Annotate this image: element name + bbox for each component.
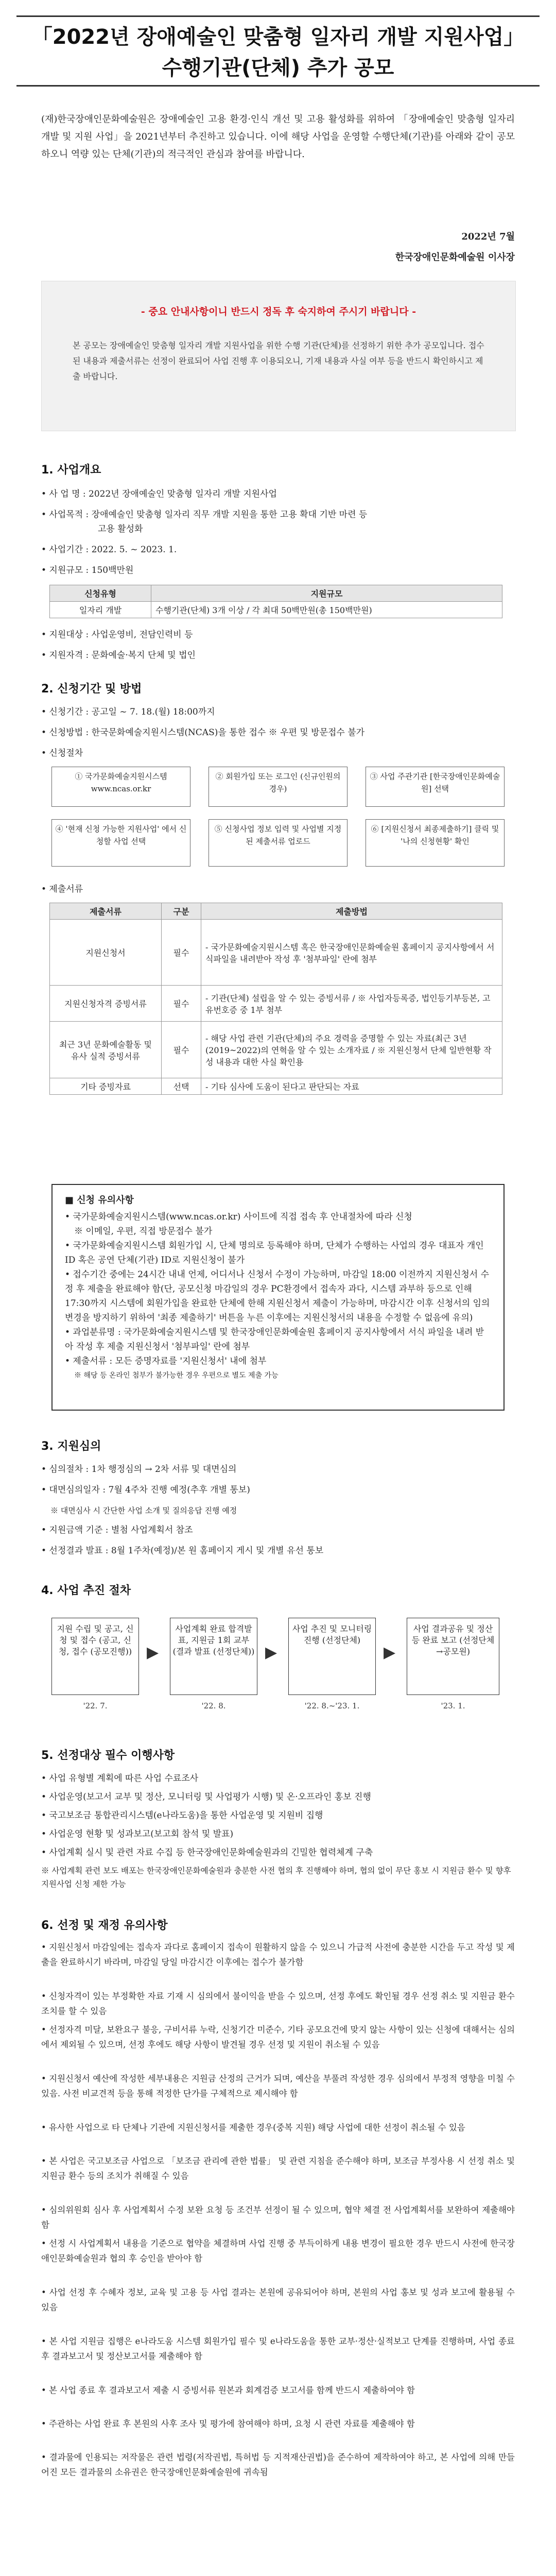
s6-item: • 심의위원회 심사 후 사업계획서 수정 보완 요청 등 조건부 선정이 될 수 있으며, 협약 체결 전 사업계획서를 보완하여 제출해야 함	[41, 2205, 515, 2230]
s6-item: • 본 사업 지원금 집행은 e나라도움 시스템 회원가입 필수 및 e나라도움을 통한 교부·정산·실적보고 단계를 진행하며, 사업 종료 후 결과보고서 및 정산보고서를 제출해야 함	[41, 2336, 515, 2361]
s6-item: • 결과물에 인용되는 저작물은 관련 법령(저작권법, 특허법 등 지적재산권법)을 준수하여 제작하여야 하고, 본 사업에 의해 만들어진 모든 결과물의 소유권은 한국장애인문화예술원에 귀속됨	[41, 2452, 515, 2477]
table-header: 제출서류	[50, 903, 162, 920]
arrow-right-icon: ▶	[384, 1643, 396, 1662]
notice-title: - 중요 안내사항이니 반드시 정독 후 숙지하여 주시기 바랍니다 -	[141, 306, 416, 317]
arrow-right-icon: ▶	[147, 1643, 159, 1662]
issuing-org: 한국장애인문화예술원 이사장	[395, 252, 515, 263]
notice-text: 본 공모는 장애예술인 맞춤형 일자리 개발 지원사업을 위한 수행 기관(단체)를 선정하기 위한 추가 공모입니다. 접수된 내용과 제출서류는 선정이 완료되어 사업 진행 후 이용되오니, 기재 내용과 사실 여부 등을 반드시 확인하시고 제출 바랍니다.	[73, 341, 484, 381]
notes-item: • 국가문화예술지원시스템 회원가입 시, 단체 명의로 등록해야 하며, 단체가 수행하는 사업의 경우 대표자 개인 ID 혹은 공연 단체(기관) ID로 지원신청이 불가	[65, 1241, 484, 1265]
process-step-3-date: '22. 8.~'23. 1.	[304, 1701, 360, 1710]
s6-item: • 지원신청서 마감일에는 접속자 과다로 홈페이지 접속이 원활하지 않을 수 있으니 가급적 사전에 충분한 시간을 두고 작성 및 제출을 완료하시기 바라며, 마감일 당일 마감시간 이후에는 접수가 불가함	[41, 1942, 515, 1967]
s1-line-eligibility: • 지원자격 : 문화예술·복지 단체 및 법인	[41, 650, 196, 660]
page-title-line2: 수행기관(단체) 추가 공모	[162, 56, 394, 80]
s6-item: • 본 사업은 국고보조금 사업으로 「보조금 관리에 관한 법률」 및 관련 지침을 준수해야 하며, 보조금 부정사용 시 선정 취소 및 지원금 환수 등의 조치가 취해질 수 있음	[41, 2156, 515, 2181]
s6-item: • 사업 선정 후 수혜자 정보, 교육 및 고용 등 사업 결과는 본원에 공유되어야 하며, 본원의 사업 홍보 및 성과 보고에 활용될 수 있음	[41, 2287, 515, 2312]
s1-line-purpose-cont: 고용 활성화	[98, 524, 143, 534]
s5-line: • 사업운영(보고서 교부 및 정산, 모니터링 및 사업평가 시행) 및 온·오프라인 홍보 진행	[41, 1792, 371, 1802]
s6-item: • 신청자격이 있는 부정확한 자료 기재 시 심의에서 불이익을 받을 수 있으며, 선정 후에도 확인될 경우 선정 취소 및 지원금 환수 조치를 할 수 있음	[41, 1991, 515, 2016]
s1-line-period: • 사업기간 : 2022. 5. ~ 2023. 1.	[41, 545, 177, 555]
procedure-step-5: ⑤ 신청사업 정보 입력 및 사업별 지정된 제출서류 업로드	[208, 819, 348, 867]
table-header: 신청유형	[50, 585, 151, 602]
s5-line: • 사업 유형별 계획에 따른 사업 수료조사	[41, 1773, 199, 1784]
process-step-1-date: '22. 7.	[83, 1701, 108, 1710]
s2-line-method: • 신청방법 : 한국문화예술지원시스템(NCAS)을 통한 접수 ※ 우편 및 방문접수 불가	[41, 727, 365, 738]
section-2-title: 2. 신청기간 및 방법	[41, 683, 142, 696]
s6-item: • 선정자격 미달, 보완요구 불응, 구비서류 누락, 신청기간 미준수, 기타 공모요건에 맞지 않는 사항이 있는 신청에 대해서는 심의에서 제외될 수 있으며, 선정 후에도 해당 사항이 발견될 경우 선정 및 지원이 취소될 수 있음	[41, 2025, 515, 2049]
page-title-line1: 「2022년 장애예술인 맞춤형 일자리 개발 지원사업」	[31, 25, 525, 49]
s6-item: • 본 사업 종료 후 결과보고서 제출 시 증빙서류 원본과 회계검증 보고서를 함께 반드시 제출하여야 함	[41, 2385, 415, 2395]
s1-scale-table	[49, 585, 502, 618]
section-1-title: 1. 사업개요	[41, 464, 101, 477]
notes-item: ※ 해당 등 온라인 첨부가 불가능한 경우 우편으로 별도 제출 가능	[74, 1371, 279, 1380]
s6-item: • 선정 시 사업계획서 내용을 기준으로 협약을 체결하며 사업 진행 중 부득이하게 내용 변경이 필요한 경우 반드시 사전에 한국장애인문화예술원과 협의 후 승인을 받아야 함	[41, 2239, 515, 2263]
table-header: 지원규모	[151, 585, 502, 602]
notes-item: ※ 이메일, 우편, 직접 방문접수 불가	[74, 1226, 213, 1236]
table-cell: - 기타 심사에 도움이 된다고 판단되는 자료	[201, 1078, 502, 1095]
s2-line-period: • 신청기간 : 공고일 ~ 7. 18.(월) 18:00까지	[41, 707, 215, 717]
table-cell: 지원신청자격 증빙서류	[50, 986, 162, 1022]
s6-item: • 주관하는 사업 완료 후 본원의 사후 조사 및 평가에 참여해야 하며, 요청 시 관련 자료를 제출해야 함	[41, 2419, 415, 2429]
notes-item: • 접수기간 중에는 24시간 내내 언제, 어디서나 신청서 수정이 가능하며, 마감일 18:00 이전까지 지원신청서 수정 후 제출을 완료해야 함(단, 공모신청 마감일의 경우 PC환경에서 접속자 과다, 시스템 과부하 등으로 인해 17:30까지 시스템에 회원가입을 완료한 단체에 한해 지원신청서 제출이 가능하며, 마감시간 이후 신청서의 임의변경을 방지하기 위하여 '최종 제출하기' 버튼을 누른 이후에는 지원신청서의 내용을 수정할 수 없음에 유의)	[65, 1269, 490, 1323]
s2-line-documents: • 제출서류	[41, 884, 83, 894]
arrow-right-icon: ▶	[265, 1643, 277, 1662]
table-cell: 기타 증빙자료	[50, 1078, 162, 1095]
table-header: 구분	[162, 903, 201, 920]
process-step-4-date: '23. 1.	[441, 1701, 465, 1710]
section-5-title: 5. 선정대상 필수 이행사항	[41, 1749, 175, 1762]
procedure-step-4: ④ '현재 신청 가능한 지원사업' 에서 신청할 사업 선택	[51, 819, 190, 867]
procedure-step-2: ② 회원가입 또는 로그인 (신규인원의 경우)	[208, 767, 348, 807]
announcement-date: 2022년 7월	[461, 231, 515, 242]
process-step-1: 지원 수립 및 공고, 신청 및 접수 (공고, 신청, 접수 (공모진행))	[51, 1618, 139, 1695]
process-step-2: 사업계획 완료 합격발표, 지원금 1회 교부 (결과 발표 (선정단체))	[170, 1618, 257, 1695]
s3-line-interview-date: • 대면심의일자 : 7월 4주차 진행 예정(추후 개별 통보)	[41, 1485, 250, 1495]
important-notice-box	[41, 281, 516, 431]
table-header: 제출방법	[201, 903, 502, 920]
procedure-step-1: ① 국가문화예술지원시스템 www.ncas.or.kr	[51, 767, 190, 807]
s1-line-purpose: • 사업목적 : 장애예술인 맞춤형 일자리 직무 개발 지원을 통한 고용 확대 기반 마련 등	[41, 510, 368, 520]
s5-line: • 사업운영 현황 및 성과보고(보고회 참석 및 발표)	[41, 1829, 234, 1839]
table-cell: 필수	[162, 1022, 201, 1078]
header-rule-top	[16, 15, 540, 17]
s1-line-project-name: • 사 업 명 : 2022년 장애예술인 맞춤형 일자리 개발 지원사업	[41, 489, 277, 499]
s5-line: • 국고보조금 통합관리시스템(e나라도움)을 통한 사업운영 및 지원비 집행	[41, 1810, 323, 1821]
section-3-title: 3. 지원심의	[41, 1440, 101, 1453]
table-cell: 지원신청서	[50, 920, 162, 986]
s3-line-interview-note: ※ 대면심사 시 간단한 사업 소개 및 질의응답 진행 예정	[50, 1506, 237, 1515]
table-cell: 선택	[162, 1078, 201, 1095]
table-cell: 필수	[162, 920, 201, 986]
s6-item: • 유사한 사업으로 타 단체나 기관에 지원신청서를 제출한 경우(중복 지원) 해당 사업에 대한 선정이 취소될 수 있음	[41, 2123, 465, 2132]
header-rule-bottom	[16, 85, 540, 87]
table-cell: - 해당 사업 관련 기관(단체)의 주요 경력을 증명할 수 있는 자료(최근 3년(2019~2022)의 연혁을 알 수 있는 소개자료 / ※ 지원신청서 단체 일반현황 작성 내용과 대한 사실 확인용	[201, 1022, 502, 1078]
notes-title: ■ 신청 유의사항	[65, 1195, 134, 1206]
s6-item: • 지원신청서 예산에 작성한 세부내용은 지원금 산정의 근거가 되며, 예산을 부풀려 작성한 경우 심의에서 부정적 영향을 미칠 수 있음. 사전 비교견적 등을 통해 적정한 단가를 구체적으로 제시해야 함	[41, 2074, 515, 2098]
s1-line-scale: • 지원규모 : 150백만원	[41, 565, 134, 575]
section-6-title: 6. 선정 및 재정 유의사항	[41, 1919, 168, 1932]
procedure-step-6: ⑥ [지원신청서 최종제출하기] 클릭 및 '나의 신청현황' 확인	[366, 819, 505, 867]
table-cell: 최근 3년 문화예술활동 및 유사 실적 증빙서류	[50, 1022, 162, 1078]
notes-item: • 국가문화예술지원시스템(www.ncas.or.kr) 사이트에 직접 접속 후 안내절차에 따라 신청	[65, 1212, 412, 1222]
notes-item: • 제출서류 : 모든 증명자료를 '지원신청서' 내에 첨부	[65, 1356, 267, 1366]
s1-line-target: • 지원대상 : 사업운영비, 전담인력비 등	[41, 630, 193, 640]
s3-line-announcement: • 선정결과 발표 : 8월 1주차(예정)/본 원 홈페이지 게시 및 개별 유선 통보	[41, 1546, 324, 1556]
s5-line-warning: ※ 사업계획 관련 보도 배포는 한국장애인문화예술원과 충분한 사전 협의 후 진행해야 하며, 협의 없이 무단 홍보 시 지원금 환수 및 향후 지원사업 신청 제한 가능	[41, 1866, 511, 1889]
application-notes-box	[51, 1184, 505, 1411]
intro-paragraph: (재)한국장애인문화예술원은 장애예술인 고용 환경·인식 개선 및 고용 활성화를 위하여 「장애예술인 맞춤형 일자리 개발 및 지원 사업」을 2021년부터 추진하고 있습니다. 이에 해당 사업을 운영할 수행단체(기관)를 아래와 같이 공모하오니 역량 있는 단체(기관)의 적극적인 관심과 참여를 바랍니다.	[41, 114, 515, 160]
s2-line-procedure: • 신청절차	[41, 748, 83, 758]
s3-line-process: • 심의절차 : 1차 행정심의 → 2차 서류 및 대면심의	[41, 1464, 237, 1475]
section-4-title: 4. 사업 추진 절차	[41, 1584, 131, 1597]
process-step-4: 사업 결과공유 및 정산 등 완료 보고 (선정단체→공모원)	[407, 1618, 499, 1695]
table-cell: - 기관(단체) 설립을 알 수 있는 증빙서류 / ※ 사업자등록증, 법인등기부등본, 고유번호증 중 1부 첨부	[201, 986, 502, 1022]
s5-line: • 사업계획 실시 및 관련 자료 수집 등 한국장애인문화예술원과의 긴밀한 협력체계 구축	[41, 1848, 373, 1858]
table-cell: 수행기관(단체) 3개 이상 / 각 최대 50백만원(총 150백만원)	[151, 602, 502, 618]
notes-item: • 과업분류명 : 국가문화예술지원시스템 및 한국장애인문화예술원 홈페이지 공지사항에서 서식 파일을 내려 받아 작성 후 제출 지원신청서 '첨부파일' 란에 첨부	[65, 1327, 484, 1352]
process-step-3: 사업 추진 및 모니터링 진행 (선정단체)	[288, 1618, 376, 1695]
s3-line-criteria: • 지원금액 기준 : 별첨 사업계획서 참조	[41, 1525, 193, 1535]
table-cell: 일자리 개발	[50, 602, 151, 618]
table-cell: - 국가문화예술지원시스템 혹은 한국장애인문화예술원 홈페이지 공지사항에서 서식파일을 내려받아 작성 후 '첨부파일' 란에 첨부	[201, 920, 502, 986]
procedure-step-3: ③ 사업 주관기관 [한국장애인문화예술원] 선택	[366, 767, 505, 807]
process-step-2-date: '22. 8.	[201, 1701, 226, 1710]
s2-documents-table	[49, 903, 502, 1095]
table-cell: 필수	[162, 986, 201, 1022]
